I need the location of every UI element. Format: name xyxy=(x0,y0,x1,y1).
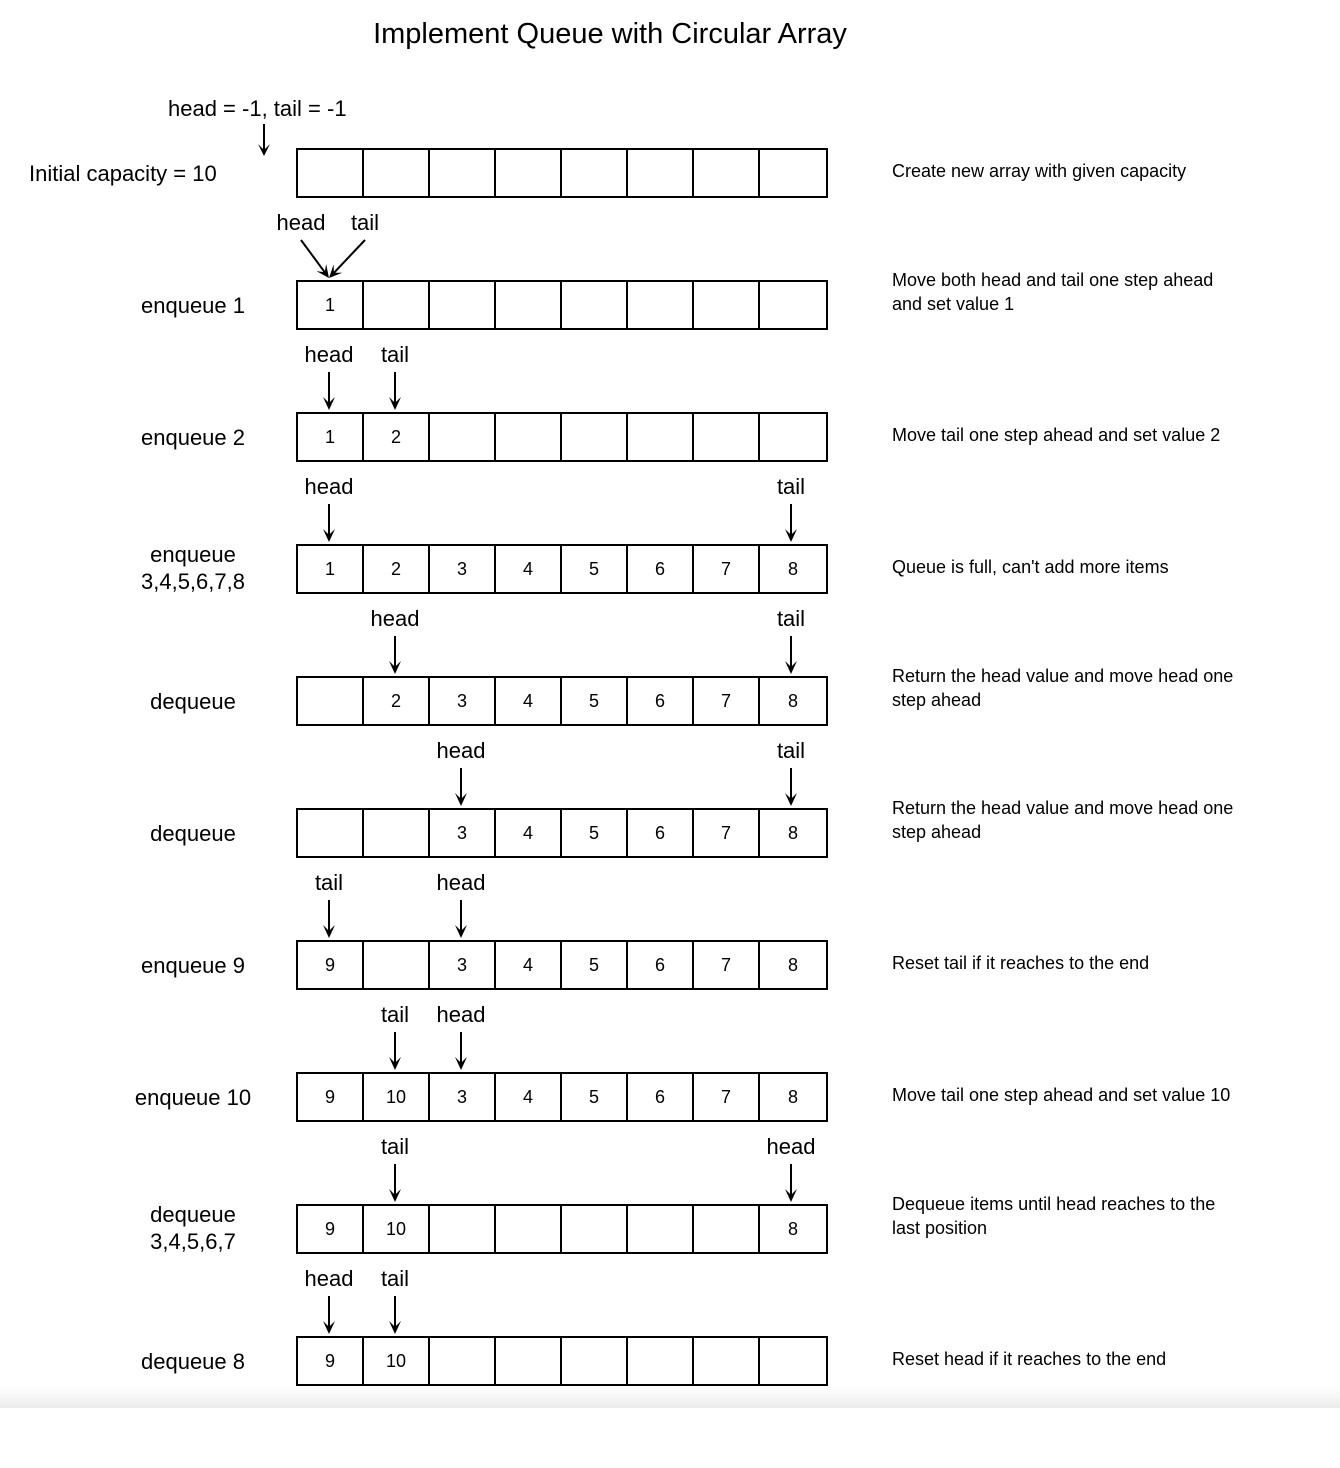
head-pointer-label: head xyxy=(436,1002,486,1027)
operation-label xyxy=(100,541,286,595)
operation-label-line: enqueue 10 xyxy=(134,1085,252,1110)
tail-pointer-label: tail xyxy=(776,738,806,763)
operation-row xyxy=(0,1072,1340,1204)
circular-array xyxy=(296,1336,828,1386)
array-cell: 4 xyxy=(496,678,562,724)
array-cell xyxy=(298,678,364,724)
array-cell xyxy=(562,414,628,460)
operation-label-line: dequeue xyxy=(150,1202,236,1227)
step-description xyxy=(892,555,1292,579)
operation-label xyxy=(29,160,249,187)
head-pointer-label: head xyxy=(766,1134,816,1159)
circular-array xyxy=(296,148,828,198)
head-pointer-arrow xyxy=(451,890,471,948)
array-cell xyxy=(364,150,430,196)
array-cell: 8 xyxy=(787,822,798,843)
tail-pointer-arrow xyxy=(319,230,375,288)
array-cell xyxy=(496,1338,562,1384)
array-cell: 2 xyxy=(364,414,430,460)
array-cell xyxy=(760,150,826,196)
circular-array xyxy=(296,808,828,858)
circular-array xyxy=(296,940,828,990)
array-cell: 3 xyxy=(430,546,496,592)
array-cell: 5 xyxy=(562,810,628,856)
operation-label xyxy=(100,688,286,715)
tail-pointer-label: tail xyxy=(350,210,380,235)
step-description xyxy=(892,159,1292,183)
operation-row xyxy=(0,940,1340,1072)
array-cell xyxy=(628,1338,694,1384)
array-cell xyxy=(364,282,430,328)
array-cell: 5 xyxy=(562,942,628,988)
step-description-line: Move tail one step ahead and set value 10 xyxy=(892,1085,1231,1105)
array-cell: 9 xyxy=(298,1206,364,1252)
array-cell xyxy=(628,414,694,460)
head-pointer-label: head xyxy=(304,342,354,367)
array-cell: 2 xyxy=(364,678,430,724)
operation-label xyxy=(100,1084,286,1111)
tail-pointer-arrow xyxy=(385,1154,405,1212)
array-cell: 7 xyxy=(694,942,760,988)
step-description-line: Move both head and tail one step ahead xyxy=(892,270,1214,290)
operation-label-line: enqueue xyxy=(150,542,236,567)
circular-array xyxy=(296,280,828,330)
head-pointer-label: head xyxy=(276,210,326,235)
array-cell xyxy=(298,150,364,196)
array-cell: 9 xyxy=(298,1074,364,1120)
array-cell: 7 xyxy=(694,810,760,856)
array-cell xyxy=(562,150,628,196)
circular-array xyxy=(296,1204,828,1254)
tail-pointer-arrow xyxy=(781,494,801,552)
array-cell: 10 xyxy=(364,1338,430,1384)
operation-label-line: dequeue xyxy=(150,821,236,846)
head-pointer-label: head xyxy=(436,738,486,763)
array-cell xyxy=(694,282,760,328)
array-cell xyxy=(628,150,694,196)
operation-label xyxy=(100,952,286,979)
step-description-line: step ahead xyxy=(892,822,982,842)
array-cell: 4 xyxy=(496,810,562,856)
array-cell: 6 xyxy=(628,810,694,856)
operation-label-line: enqueue 1 xyxy=(141,293,245,318)
array-cell: 7 xyxy=(694,678,760,724)
tail-pointer-arrow xyxy=(781,626,801,684)
initial-pointer-label: head = -1, tail = -1 xyxy=(168,96,347,121)
array-cell: 10 xyxy=(364,1074,430,1120)
footer-shade xyxy=(0,1386,1340,1408)
step-description-line: Move tail one step ahead and set value 2 xyxy=(892,425,1221,445)
array-cell xyxy=(364,942,430,988)
array-cell xyxy=(628,282,694,328)
array-cell xyxy=(694,1206,760,1252)
tail-pointer-arrow xyxy=(319,890,339,948)
head-pointer-arrow xyxy=(319,1286,339,1344)
operation-row xyxy=(0,1194,1340,1336)
array-cell xyxy=(562,282,628,328)
operation-row xyxy=(0,666,1340,808)
array-cell xyxy=(694,414,760,460)
tail-pointer-label: tail xyxy=(380,1002,410,1027)
step-description-line: Return the head value and move head one xyxy=(892,666,1234,686)
array-cell xyxy=(760,414,826,460)
operation-label xyxy=(100,424,286,451)
step-description xyxy=(892,796,1292,844)
array-cell: 6 xyxy=(628,678,694,724)
operation-label xyxy=(100,1201,286,1255)
array-cell xyxy=(496,414,562,460)
step-description xyxy=(892,1083,1292,1107)
operation-row xyxy=(0,544,1340,676)
array-cell: 6 xyxy=(628,1074,694,1120)
operation-label-line: Initial capacity = 10 xyxy=(29,161,217,186)
step-description-line: step ahead xyxy=(892,690,982,710)
array-cell: 4 xyxy=(496,546,562,592)
array-cell: 4 xyxy=(496,1074,562,1120)
array-cell: 5 xyxy=(562,678,628,724)
step-description xyxy=(892,1347,1292,1371)
head-pointer-label: head xyxy=(370,606,420,631)
step-description-line: Return the head value and move head one xyxy=(892,798,1234,818)
array-cell: 3 xyxy=(430,678,496,724)
tail-pointer-label: tail xyxy=(314,870,344,895)
circular-array xyxy=(296,412,828,462)
array-cell: 9 xyxy=(298,1338,364,1384)
array-cell: 1 xyxy=(298,546,364,592)
array-cell: 6 xyxy=(628,546,694,592)
array-cell xyxy=(496,282,562,328)
operation-row xyxy=(0,270,1340,412)
tail-pointer-arrow xyxy=(385,1022,405,1080)
array-cell xyxy=(364,810,430,856)
array-cell: 5 xyxy=(562,546,628,592)
head-pointer-label: head xyxy=(436,870,486,895)
array-cell: 8 xyxy=(787,558,798,579)
array-cell: 9 xyxy=(298,942,364,988)
array-cell xyxy=(430,150,496,196)
array-cell: 3 xyxy=(430,1074,496,1120)
head-pointer-arrow xyxy=(451,1022,471,1080)
operation-label xyxy=(100,820,286,847)
array-cell xyxy=(496,1206,562,1252)
operation-label xyxy=(100,1348,286,1375)
step-description-line: and set value 1 xyxy=(892,294,1015,314)
step-description xyxy=(892,423,1292,447)
head-pointer-arrow xyxy=(385,626,405,684)
operation-label xyxy=(100,292,286,319)
tail-pointer-label: tail xyxy=(776,474,806,499)
operation-row xyxy=(0,412,1340,544)
array-cell xyxy=(562,1206,628,1252)
diagram-title: Implement Queue with Circular Array xyxy=(373,18,847,50)
array-cell: 6 xyxy=(628,942,694,988)
step-description xyxy=(892,268,1292,316)
array-cell: 1 xyxy=(298,282,364,328)
step-description-line: Dequeue items until head reaches to the xyxy=(892,1194,1216,1214)
head-pointer-arrow xyxy=(781,1154,801,1212)
array-cell xyxy=(694,150,760,196)
array-cell: 3 xyxy=(430,942,496,988)
operation-label-line: enqueue 2 xyxy=(141,425,245,450)
array-cell: 5 xyxy=(562,1074,628,1120)
array-cell xyxy=(496,150,562,196)
operation-row xyxy=(0,148,1340,280)
step-description xyxy=(892,951,1292,975)
step-description-line: Queue is full, can't add more items xyxy=(892,557,1169,577)
array-cell xyxy=(430,1338,496,1384)
operation-row xyxy=(0,798,1340,940)
step-description xyxy=(892,664,1292,712)
array-cell: 4 xyxy=(496,942,562,988)
array-cell xyxy=(430,282,496,328)
head-pointer-label: head xyxy=(304,1266,354,1291)
tail-pointer-label: tail xyxy=(380,1266,410,1291)
array-cell xyxy=(298,810,364,856)
head-pointer-label: head xyxy=(304,474,354,499)
array-cell: 8 xyxy=(787,1218,798,1239)
tail-pointer-arrow xyxy=(385,362,405,420)
step-description-line: Create new array with given capacity xyxy=(892,161,1187,181)
array-cell: 8 xyxy=(787,690,798,711)
tail-pointer-label: tail xyxy=(380,342,410,367)
operation-label-line: 3,4,5,6,7 xyxy=(150,1229,236,1254)
array-cell: 2 xyxy=(364,546,430,592)
tail-pointer-arrow xyxy=(385,1286,405,1344)
array-cell: 10 xyxy=(364,1206,430,1252)
head-pointer-arrow xyxy=(319,494,339,552)
array-cell xyxy=(430,414,496,460)
step-description xyxy=(892,1192,1292,1240)
circular-array xyxy=(296,544,828,594)
operation-label-line: 3,4,5,6,7,8 xyxy=(141,569,245,594)
array-cell: 8 xyxy=(787,954,798,975)
array-cell: 1 xyxy=(298,414,364,460)
tail-pointer-label: tail xyxy=(380,1134,410,1159)
head-pointer-arrow xyxy=(319,362,339,420)
circular-array xyxy=(296,1072,828,1122)
array-cell: 8 xyxy=(787,1086,798,1107)
array-cell xyxy=(628,1206,694,1252)
step-description-line: Reset tail if it reaches to the end xyxy=(892,953,1150,973)
array-cell xyxy=(760,1338,826,1384)
step-description-line: last position xyxy=(892,1218,988,1238)
circular-array xyxy=(296,676,828,726)
head-pointer-arrow xyxy=(451,758,471,816)
tail-pointer-arrow xyxy=(781,758,801,816)
array-cell: 7 xyxy=(694,1074,760,1120)
operation-label-line: dequeue xyxy=(150,689,236,714)
array-cell: 3 xyxy=(430,810,496,856)
array-cell xyxy=(562,1338,628,1384)
array-cell xyxy=(430,1206,496,1252)
tail-pointer-label: tail xyxy=(776,606,806,631)
step-description-line: Reset head if it reaches to the end xyxy=(892,1349,1167,1369)
array-cell xyxy=(694,1338,760,1384)
operation-label-line: dequeue 8 xyxy=(141,1349,245,1374)
array-cell xyxy=(760,282,826,328)
array-cell: 7 xyxy=(694,546,760,592)
operation-label-line: enqueue 9 xyxy=(141,953,245,978)
